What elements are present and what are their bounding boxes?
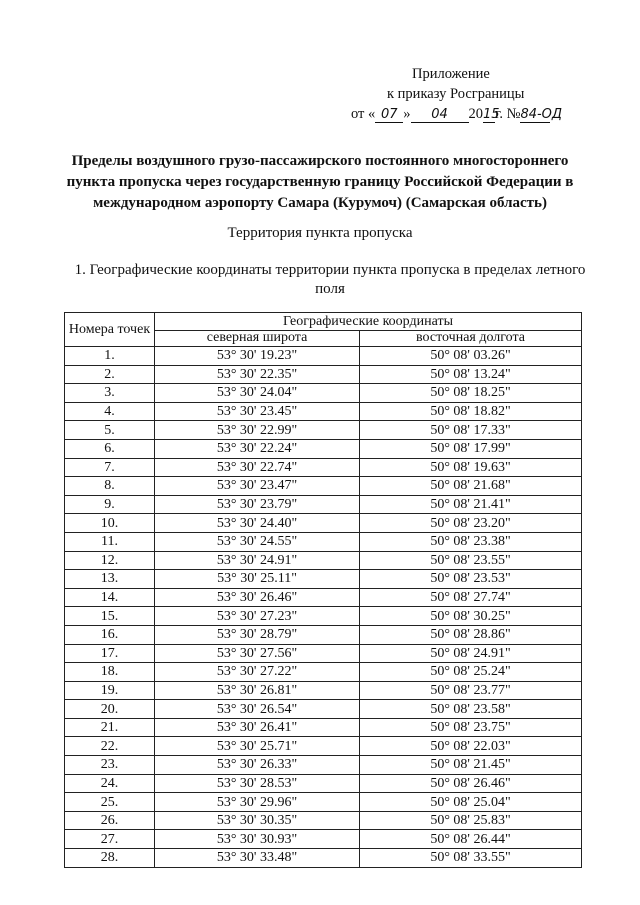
order-date-line: [340, 104, 590, 124]
point-number-cell: 20.: [65, 700, 155, 719]
longitude-cell: 50° 08' 21.41": [360, 495, 582, 514]
point-number-cell: 28.: [65, 849, 155, 868]
point-number-cell: 13.: [65, 570, 155, 589]
point-number-cell: 12.: [65, 551, 155, 570]
header-geo-coordinates: Географические координаты: [155, 313, 582, 331]
point-number-cell: 26.: [65, 811, 155, 830]
table-row: [65, 439, 582, 458]
longitude-cell: 50° 08' 23.58": [360, 700, 582, 719]
document-subtitle: Территория пункта пропуска: [227, 225, 413, 241]
longitude-cell: 50° 08' 22.03": [360, 737, 582, 756]
table-row: [65, 514, 582, 533]
handwritten-month: 04: [411, 107, 469, 123]
table-row: [65, 570, 582, 589]
latitude-cell: 53° 30' 24.91": [155, 551, 360, 570]
point-number-cell: 4.: [65, 402, 155, 421]
longitude-cell: 50° 08' 13.24": [360, 365, 582, 384]
date-prefix: от «: [351, 106, 376, 122]
table-row: [65, 700, 582, 719]
longitude-cell: 50° 08' 25.83": [360, 811, 582, 830]
latitude-cell: 53° 30' 29.96": [155, 793, 360, 812]
table-row: [65, 625, 582, 644]
table-row: [65, 347, 582, 366]
point-number-cell: 27.: [65, 830, 155, 849]
table-row: [65, 551, 582, 570]
appendix-header: [340, 64, 590, 124]
longitude-cell: 50° 08' 27.74": [360, 588, 582, 607]
latitude-cell: 53° 30' 28.53": [155, 774, 360, 793]
point-number-cell: 15.: [65, 607, 155, 626]
latitude-cell: 53° 30' 28.79": [155, 625, 360, 644]
table-row: [65, 532, 582, 551]
latitude-cell: 53° 30' 26.54": [155, 700, 360, 719]
header-north-latitude: северная широта: [155, 330, 360, 347]
point-number-cell: 17.: [65, 644, 155, 663]
longitude-cell: 50° 08' 24.91": [360, 644, 582, 663]
date-quote-close: »: [403, 106, 411, 122]
point-number-cell: 9.: [65, 495, 155, 514]
table-row: [65, 458, 582, 477]
latitude-cell: 53° 30' 23.45": [155, 402, 360, 421]
header-point-numbers: Номера точек: [65, 313, 155, 347]
table-row: [65, 644, 582, 663]
longitude-cell: 50° 08' 26.44": [360, 830, 582, 849]
point-number-cell: 25.: [65, 793, 155, 812]
point-number-cell: 22.: [65, 737, 155, 756]
latitude-cell: 53° 30' 19.23": [155, 347, 360, 366]
longitude-cell: 50° 08' 03.26": [360, 347, 582, 366]
latitude-cell: 53° 30' 22.35": [155, 365, 360, 384]
latitude-cell: 53° 30' 26.41": [155, 718, 360, 737]
latitude-cell: 53° 30' 24.40": [155, 514, 360, 533]
longitude-cell: 50° 08' 33.55": [360, 849, 582, 868]
point-number-cell: 16.: [65, 625, 155, 644]
point-number-cell: 1.: [65, 347, 155, 366]
longitude-cell: 50° 08' 21.68": [360, 477, 582, 496]
table-row: [65, 607, 582, 626]
point-number-cell: 24.: [65, 774, 155, 793]
latitude-cell: 53° 30' 22.74": [155, 458, 360, 477]
longitude-cell: 50° 08' 17.33": [360, 421, 582, 440]
order-reference: к приказу Росграницы: [387, 86, 525, 102]
longitude-cell: 50° 08' 21.45": [360, 756, 582, 775]
longitude-cell: 50° 08' 30.25": [360, 607, 582, 626]
table-row: [65, 811, 582, 830]
longitude-cell: 50° 08' 23.20": [360, 514, 582, 533]
latitude-cell: 53° 30' 26.81": [155, 681, 360, 700]
section-heading: 1. Географические координаты территории пункта пропуска в пределах летного поля: [74, 262, 586, 297]
latitude-cell: 53° 30' 23.47": [155, 477, 360, 496]
point-number-cell: 3.: [65, 384, 155, 403]
latitude-cell: 53° 30' 33.48": [155, 849, 360, 868]
longitude-cell: 50° 08' 25.04": [360, 793, 582, 812]
point-number-cell: 7.: [65, 458, 155, 477]
longitude-cell: 50° 08' 19.63": [360, 458, 582, 477]
table-row: [65, 737, 582, 756]
point-number-cell: 5.: [65, 421, 155, 440]
table-row: [65, 421, 582, 440]
latitude-cell: 53° 30' 26.46": [155, 588, 360, 607]
table-body: [65, 347, 582, 868]
table-row: [65, 718, 582, 737]
table-row: [65, 663, 582, 682]
longitude-cell: 50° 08' 26.46": [360, 774, 582, 793]
point-number-cell: 10.: [65, 514, 155, 533]
latitude-cell: 53° 30' 22.24": [155, 439, 360, 458]
handwritten-order-number: 84-ОД: [520, 107, 563, 122]
table-row: [65, 477, 582, 496]
latitude-cell: 53° 30' 24.55": [155, 532, 360, 551]
latitude-cell: 53° 30' 27.22": [155, 663, 360, 682]
table-row: [65, 849, 582, 868]
longitude-cell: 50° 08' 28.86": [360, 625, 582, 644]
header-east-longitude: восточная долгота: [360, 330, 582, 347]
table-row: [65, 402, 582, 421]
table-row: [65, 495, 582, 514]
longitude-cell: 50° 08' 23.55": [360, 551, 582, 570]
latitude-cell: 53° 30' 30.93": [155, 830, 360, 849]
document-title: Пределы воздушного грузо-пассажирского постоянного многостороннего пункта пропуска через государственную границу Российской Федерации в международном аэропорту Самара (Курумоч) (Самарская область): [66, 153, 574, 211]
table-row: [65, 830, 582, 849]
longitude-cell: 50° 08' 23.38": [360, 532, 582, 551]
latitude-cell: 53° 30' 26.33": [155, 756, 360, 775]
point-number-cell: 6.: [65, 439, 155, 458]
point-number-cell: 8.: [65, 477, 155, 496]
point-number-cell: 19.: [65, 681, 155, 700]
year-prefix: 20: [468, 106, 484, 122]
handwritten-day: 07: [375, 107, 403, 123]
table-row: [65, 681, 582, 700]
coordinates-table: [64, 312, 582, 868]
latitude-cell: 53° 30' 24.04": [155, 384, 360, 403]
longitude-cell: 50° 08' 23.77": [360, 681, 582, 700]
longitude-cell: 50° 08' 17.99": [360, 439, 582, 458]
handwritten-year: 15: [483, 107, 500, 122]
longitude-cell: 50° 08' 23.75": [360, 718, 582, 737]
longitude-cell: 50° 08' 18.82": [360, 402, 582, 421]
longitude-cell: 50° 08' 18.25": [360, 384, 582, 403]
point-number-cell: 2.: [65, 365, 155, 384]
point-number-cell: 23.: [65, 756, 155, 775]
table-row: [65, 793, 582, 812]
point-number-cell: 11.: [65, 532, 155, 551]
latitude-cell: 53° 30' 25.11": [155, 570, 360, 589]
latitude-cell: 53° 30' 27.56": [155, 644, 360, 663]
point-number-cell: 21.: [65, 718, 155, 737]
appendix-label: Приложение: [412, 66, 490, 82]
latitude-cell: 53° 30' 30.35": [155, 811, 360, 830]
point-number-cell: 18.: [65, 663, 155, 682]
latitude-cell: 53° 30' 22.99": [155, 421, 360, 440]
point-number-cell: 14.: [65, 588, 155, 607]
table-row: [65, 774, 582, 793]
latitude-cell: 53° 30' 25.71": [155, 737, 360, 756]
latitude-cell: 53° 30' 27.23": [155, 607, 360, 626]
longitude-cell: 50° 08' 23.53": [360, 570, 582, 589]
latitude-cell: 53° 30' 23.79": [155, 495, 360, 514]
table-row: [65, 384, 582, 403]
order-number-label: г. №: [495, 106, 521, 122]
table-row: [65, 756, 582, 775]
longitude-cell: 50° 08' 25.24": [360, 663, 582, 682]
table-row: [65, 588, 582, 607]
table-row: [65, 365, 582, 384]
